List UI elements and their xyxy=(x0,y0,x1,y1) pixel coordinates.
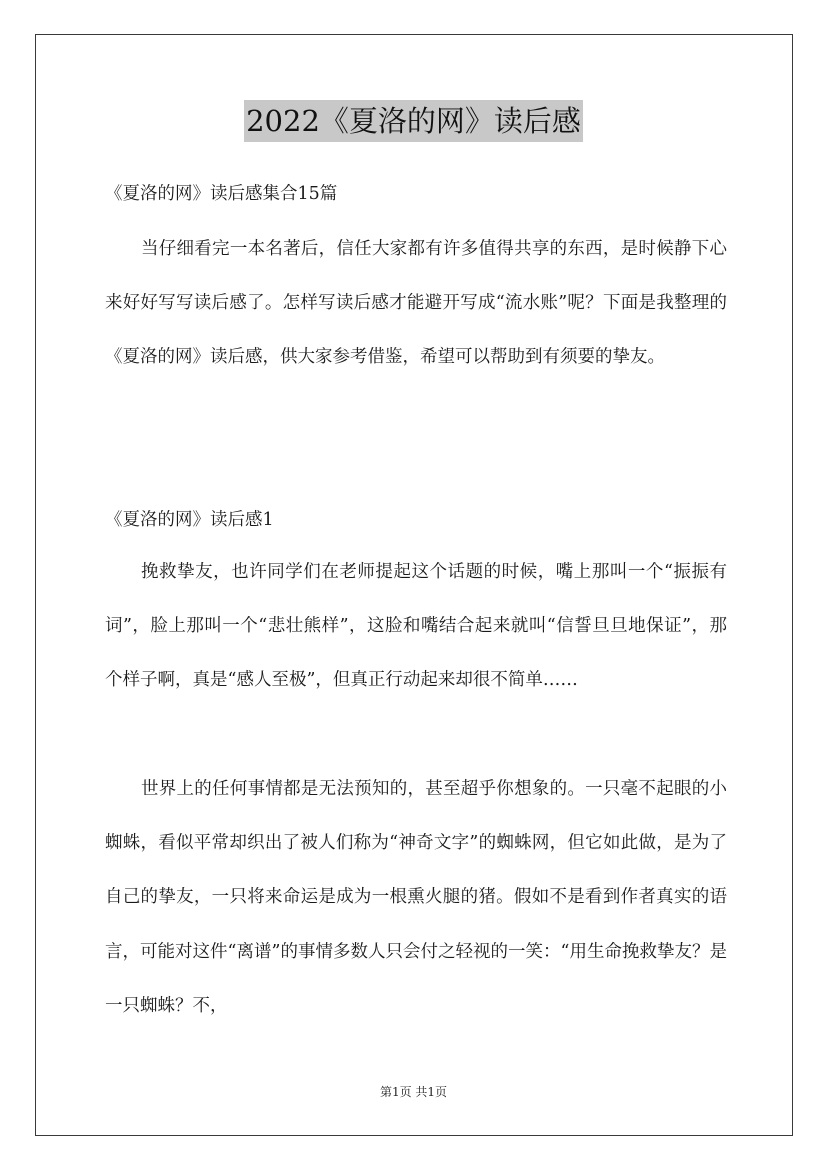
document-subtitle: 《夏洛的网》读后感集合15篇 xyxy=(105,184,338,204)
body-paragraph: 世界上的任何事情都是无法预知的，甚至超乎你想象的。一只毫不起眼的小蜘蛛，看似平常却织出了被人们称为“神奇文字”的蜘蛛网，但它如此做，是为了自己的挚友，一只将来命运是成为一根熏火腿的猪。假如不是看到作者真实的语言，可能对这件“离谱”的事情多数人只会付之轻视的一笑：“用生命挽救挚友？是一只蜘蛛？不， xyxy=(105,779,727,1016)
page-footer: 第1页 共1页 xyxy=(379,1085,448,1099)
section-heading: 《夏洛的网》读后感1 xyxy=(105,510,274,530)
title-container xyxy=(0,100,827,142)
body-paragraph: 挽救挚友，也许同学们在老师提起这个话题的时候，嘴上那叫一个“振振有词”，脸上那叫一个“悲壮熊样”，这脸和嘴结合起来就叫“信誓旦旦地保证”，那个样子啊，真是“感人至极”，但真正行动起来却很不简单…… xyxy=(105,562,727,691)
intro-paragraph: 当仔细看完一本名著后，信任大家都有许多值得共享的东西，是时候静下心来好好写写读后感了。怎样写读后感才能避开写成“流水账”呢？下面是我整理的《夏洛的网》读后感，供大家参考借鉴，希望可以帮助到有须要的挚友。 xyxy=(105,239,727,368)
document-title: 2022《夏洛的网》读后感 xyxy=(244,100,583,142)
